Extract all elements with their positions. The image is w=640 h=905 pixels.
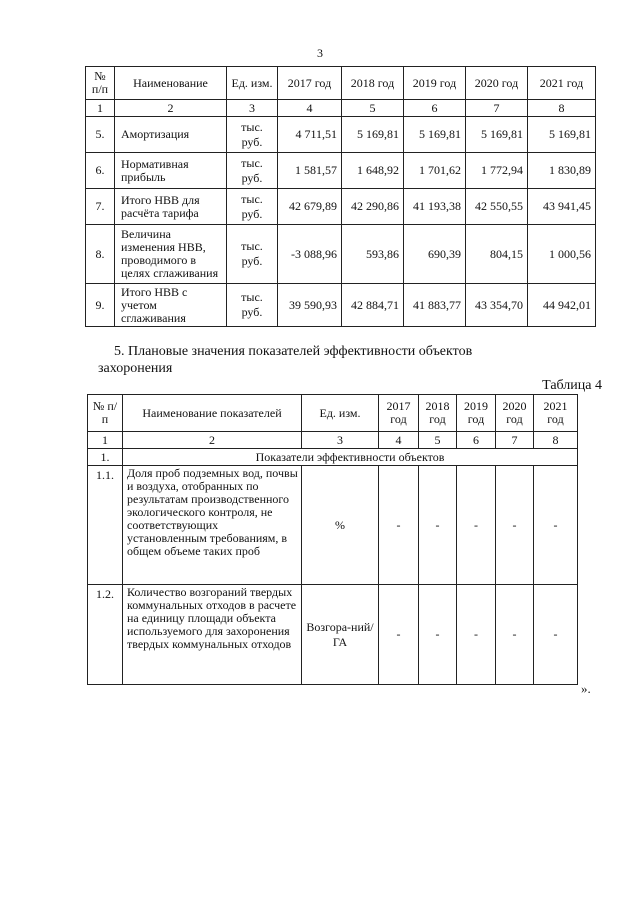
row-value: - [457,466,496,585]
header-year: 2020 год [466,67,528,100]
section-heading [98,343,584,377]
index-cell: 2 [123,432,302,449]
row-value: 1 830,89 [528,153,596,189]
row-unit: Возгора-ний/ГА [302,585,379,685]
row-num: 8. [86,225,115,284]
header-year: 2017 год [278,67,342,100]
section-num: 1. [88,449,123,466]
table-header-row [86,67,596,100]
row-value: - [534,466,578,585]
section-title: Показатели эффективности объектов [123,449,578,466]
row-value: 42 679,89 [278,189,342,225]
row-value: - [457,585,496,685]
table-header-row [88,395,578,432]
row-value: - [419,466,457,585]
index-cell: 7 [496,432,534,449]
row-value: - [379,466,419,585]
row-name: Доля проб подземных вод, почвы и воздуха, отобранных по результатам производственного экологического контроля, не соответствующих установленным требованиям, в общем объеме таких проб [123,466,302,585]
row-value: 5 169,81 [466,117,528,153]
closing-quote-mark: ». [581,681,591,696]
row-name: Нормативная прибыль [115,153,227,189]
row-value: 42 884,71 [342,284,404,327]
row-value: 5 169,81 [404,117,466,153]
row-unit: тыс. руб. [227,225,278,284]
table-row [86,284,596,327]
row-value: 804,15 [466,225,528,284]
header-year: 2019 год [457,395,496,432]
row-value: 44 942,01 [528,284,596,327]
row-name: Итого НВВ для расчёта тарифа [115,189,227,225]
index-cell: 1 [88,432,123,449]
header-year: 2021 год [534,395,578,432]
table-row [86,225,596,284]
table-row [86,153,596,189]
table-label: Таблица 4 [542,378,602,393]
row-value: 5 169,81 [528,117,596,153]
section-row [88,449,578,466]
header-unit: Ед. изм. [227,67,278,100]
column-index-row [88,432,578,449]
row-unit: тыс. руб. [227,284,278,327]
index-cell: 8 [534,432,578,449]
row-value: 690,39 [404,225,466,284]
row-unit: тыс. руб. [227,189,278,225]
row-name: Количество возгораний твердых коммунальных отходов в расчете на единицу площади объекта используемого для захоронения твердых коммунальных отходов [123,585,302,685]
header-num: № п/п [86,67,115,100]
index-cell: 3 [302,432,379,449]
header-year: 2021 год [528,67,596,100]
index-cell: 7 [466,100,528,117]
row-num: 5. [86,117,115,153]
index-cell: 3 [227,100,278,117]
header-year: 2018 год [419,395,457,432]
header-num: № п/п [88,395,123,432]
index-cell: 1 [86,100,115,117]
row-num: 9. [86,284,115,327]
row-value: 1 581,57 [278,153,342,189]
row-value: 41 193,38 [404,189,466,225]
index-cell: 2 [115,100,227,117]
row-value: -3 088,96 [278,225,342,284]
row-name: Величина изменения НВВ, проводимого в целях сглаживания [115,225,227,284]
header-year: 2018 год [342,67,404,100]
row-value: 1 648,92 [342,153,404,189]
index-cell: 6 [457,432,496,449]
financial-table [85,66,596,327]
row-value: - [534,585,578,685]
row-value: 1 000,56 [528,225,596,284]
row-unit: тыс. руб. [227,117,278,153]
section-heading-line1: 5. Плановые значения показателей эффективности объектов [114,344,473,359]
header-name: Наименование [115,67,227,100]
row-name: Амортизация [115,117,227,153]
row-value: 5 169,81 [342,117,404,153]
row-unit: % [302,466,379,585]
column-index-row [86,100,596,117]
page-number: 3 [317,46,323,60]
table-row [88,466,578,585]
header-year: 2020 год [496,395,534,432]
row-unit: тыс. руб. [227,153,278,189]
row-value: - [379,585,419,685]
row-value: - [419,585,457,685]
index-cell: 4 [379,432,419,449]
row-num: 1.2. [88,585,123,685]
row-num: 7. [86,189,115,225]
row-value: 593,86 [342,225,404,284]
index-cell: 6 [404,100,466,117]
row-value: 1 772,94 [466,153,528,189]
row-value: 43 941,45 [528,189,596,225]
table-row [86,189,596,225]
row-value: - [496,585,534,685]
row-value: 42 290,86 [342,189,404,225]
row-value: 4 711,51 [278,117,342,153]
row-value: 43 354,70 [466,284,528,327]
row-num: 1.1. [88,466,123,585]
index-cell: 5 [342,100,404,117]
row-num: 6. [86,153,115,189]
table-row [88,585,578,685]
row-value: - [496,466,534,585]
row-value: 1 701,62 [404,153,466,189]
row-value: 42 550,55 [466,189,528,225]
index-cell: 5 [419,432,457,449]
table-row [86,117,596,153]
index-cell: 4 [278,100,342,117]
header-unit: Ед. изм. [302,395,379,432]
header-year: 2019 год [404,67,466,100]
row-name: Итого НВВ с учетом сглаживания [115,284,227,327]
index-cell: 8 [528,100,596,117]
row-value: 41 883,77 [404,284,466,327]
row-value: 39 590,93 [278,284,342,327]
header-year: 2017 год [379,395,419,432]
efficiency-table [87,394,578,685]
header-name: Наименование показателей [123,395,302,432]
section-heading-line2: захоронения [98,361,173,376]
